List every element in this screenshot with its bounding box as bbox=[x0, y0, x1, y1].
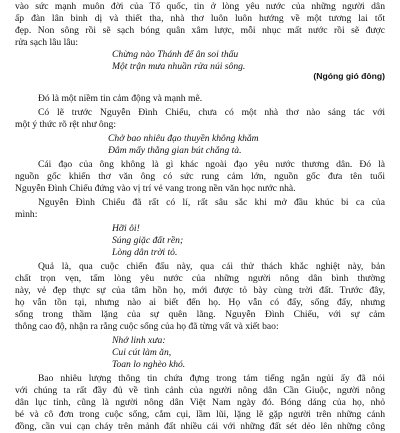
paragraph-line: Nguyễn Đình Chiểu đứng vào vị trí vẻ vang trong nền văn học nước nhà. bbox=[15, 183, 296, 194]
paragraph-line: dân lục tỉnh, cũng là người nông dân Việt Nam ngày đó. Bóng dáng của họ, nhỏ bbox=[15, 397, 385, 408]
paragraph-line: thông cao độ, nhận ra rằng cuộc sống của họ đã từng vất và xiết bao: bbox=[15, 321, 279, 332]
paragraph-line: vào sức mạnh muôn đời của Tổ quốc, tin ở lòng yêu nước của những người dân bbox=[15, 1, 385, 12]
verse-line: Chừng nào Thánh đế ân soi thấu bbox=[112, 49, 239, 60]
verse-line: Cui cút làm ăn, bbox=[112, 347, 172, 358]
verse-line: Súng giặc đất rền; bbox=[112, 235, 184, 246]
paragraph-line: Có lẽ trước Nguyễn Đình Chiểu, chưa có một nhà thơ nào sáng tác với bbox=[38, 107, 385, 118]
verse-line: Một trận mưa nhuần rửa núi sông. bbox=[112, 61, 246, 72]
paragraph-line: Bao nhiêu lượng thông tin chứa đựng trong tám tiếng ngắn ngủi ấy đã nói bbox=[38, 373, 385, 384]
paragraph-line: đồng, cần vui cạn cháy trên mảnh đất nhiều cái với những đất sét dẻo lên những công bbox=[15, 421, 385, 432]
paragraph-line: họ vẫn tồn tại, nhưng nào ai biết đến họ. Họ vẫn có đấy, sống đấy, nhưng bbox=[15, 297, 385, 308]
verse-line: Lòng dân trời tỏ. bbox=[112, 247, 178, 258]
paragraph-line: một ý thức rõ rệt như ông: bbox=[15, 119, 116, 130]
paragraph-line: Đó là một niềm tin cảm động và mạnh mẽ. bbox=[38, 93, 203, 104]
paragraph-line: rửa sạch lâu lâu: bbox=[15, 37, 79, 48]
paragraph-line: ấp đàn lân binh dị và thiết tha, nhà thơ luôn luôn hướng về một tương lai tốt bbox=[15, 13, 385, 24]
paragraph-line: với chúng ta rất đầy đủ về tình cảnh của người nông dân Cần Giuộc, người nông bbox=[15, 385, 385, 396]
paragraph-line: chất trọn vẹn, tấm lòng yêu nước của những người nông dân bình thường bbox=[15, 273, 385, 284]
paragraph-line: Cái đạo của ông không là gì khác ngoài đạo yêu nước thương dân. Đó là bbox=[38, 159, 385, 170]
paragraph-line: Quả là, qua cuộc chiến đấu này, qua cái thử thách khắc nghiệt này, bản bbox=[38, 261, 385, 272]
paragraph-line: đẹp. Non sông rồi sẽ sạch bóng quân xâm lược, mỗi nhục mất nước rồi sẽ được bbox=[15, 25, 385, 36]
paragraph-line: nguồn gốc khiến thơ văn ông có sức rung cảm lớn, nguồn gốc đưa tên tuổi bbox=[15, 171, 385, 182]
paragraph-line: này, vẻ đẹp thực sự của tâm hồn họ, mới được tỏ bày cùng trời đất. Trước đây, bbox=[15, 285, 385, 296]
verse-line: Toan lo nghèo khó. bbox=[112, 359, 186, 370]
paragraph-line: bé và cô đơn trong cuộc sống, cắm cụi, lầm lũi, lặng lẽ gặp người trên những cánh bbox=[15, 409, 385, 420]
verse-line: Nhớ linh xưa: bbox=[112, 335, 166, 346]
verse-source: (Ngóng gió đông) bbox=[313, 71, 385, 81]
verse-line: Đâm mấy thằng gian bút chẳng tà. bbox=[108, 145, 242, 156]
verse-line: Hỡi ôi! bbox=[112, 223, 140, 234]
paragraph-line: sống trong thầm lặng của sự quên lãng. Nguyễn Đình Chiểu, với sự cảm bbox=[15, 309, 385, 320]
verse-line: Chở bao nhiêu đạo thuyền không khẳm bbox=[108, 133, 259, 144]
paragraph-line: Nguyễn Đình Chiểu đã rất có lí, rất sâu sắc khi mở đầu khúc bi ca của bbox=[38, 197, 385, 208]
paragraph-line: mình: bbox=[15, 209, 38, 220]
